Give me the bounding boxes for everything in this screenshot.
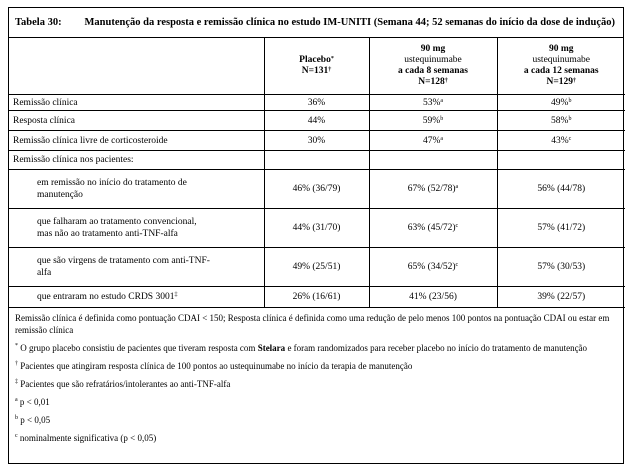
row-label: que são virgens de tratamento com anti-TNF- alfa xyxy=(9,248,264,287)
table-title: Manutenção da resposta e remissão clínica no estudo IM-UNITI (Semana 44; 52 semanas do início da dose de indução) xyxy=(84,17,615,28)
header-q12w: 90 mg ustequinumabe a cada 12 semanas N=129† xyxy=(497,38,625,95)
table-row xyxy=(9,95,625,111)
row-label: Resposta clínica xyxy=(9,111,264,131)
header-placebo: Placebo* N=131† xyxy=(264,38,369,95)
header-empty-cell xyxy=(9,38,264,95)
cell-q8w: 65% $(34/52)^c$ xyxy=(369,248,497,287)
cell-q12w: 56% (44/78) xyxy=(497,170,625,209)
cell-placebo: 30% xyxy=(264,131,369,151)
cell-placebo: 44% (31/70) xyxy=(264,209,369,248)
cell-q8w: 63% $(45/72)^c$ xyxy=(369,209,497,248)
cell-placebo: 44% xyxy=(264,111,369,131)
footnote: ‡ Pacientes que são refratários/intolerantes ao anti-TNF-alfa xyxy=(15,379,231,389)
cell-placebo: 46% (36/79) xyxy=(264,170,369,209)
table-number: Tabela 30: xyxy=(15,17,62,28)
document-table-frame xyxy=(8,7,624,464)
cell-empty xyxy=(369,151,497,170)
table-row xyxy=(9,151,625,170)
footnote: $^a$ p < 0,01 xyxy=(15,397,50,407)
cell-q12w: 57% (41/72) xyxy=(497,209,625,248)
cell-placebo: 36% xyxy=(264,95,369,111)
cell-empty xyxy=(497,151,625,170)
cell-q8w: 53%$^a$ xyxy=(369,95,497,111)
cell-empty xyxy=(264,151,369,170)
table-row xyxy=(9,209,625,248)
footnote: $^c$ nominalmente significativa (p < 0,05) xyxy=(15,433,157,443)
cell-q12w: 43%$^c$ xyxy=(497,131,625,151)
table-row xyxy=(9,287,625,308)
cell-q8w: 67% $(52/78)^a$ xyxy=(369,170,497,209)
footnote: $^b$ p < 0,05 xyxy=(15,415,51,425)
cell-q12w: 39% (22/57) xyxy=(497,287,625,308)
row-label: em remissão no início do tratamento de manutenção xyxy=(9,170,264,209)
cell-q8w: 47%$^a$ xyxy=(369,131,497,151)
row-label: Remissão clínica livre de corticosteroide xyxy=(9,131,264,151)
cell-q12w: 58%$^b$ xyxy=(497,111,625,131)
row-label: que falharam ao tratamento convencional, mas não ao tratamento anti-TNF-alfa xyxy=(9,209,264,248)
cell-q12w: 57% (30/53) xyxy=(497,248,625,287)
table-row xyxy=(9,111,625,131)
table-title-row xyxy=(9,8,623,38)
row-label: Remissão clínica nos pacientes: xyxy=(9,151,264,170)
cell-placebo: 49% (25/51) xyxy=(264,248,369,287)
results-table xyxy=(9,38,625,308)
footnote: Remissão clínica é definida como pontuação CDAI < 150; Resposta clínica é definida como uma redução de pelo menos 100 pontos na pontuação CDAI ou estar em remissão clínica xyxy=(15,313,610,335)
row-label: que entraram no estudo CRDS 3001‡ xyxy=(9,287,264,308)
table-row xyxy=(9,170,625,209)
footnote: † Pacientes que atingiram resposta clínica de 100 pontos ao ustequinumabe no início da terapia de manutenção xyxy=(15,361,413,371)
footnotes xyxy=(9,308,623,454)
cell-placebo: 26% (16/61) xyxy=(264,287,369,308)
header-q8w: 90 mg ustequinumabe a cada 8 semanas N=128† xyxy=(369,38,497,95)
table-row xyxy=(9,248,625,287)
row-label: Remissão clínica xyxy=(9,95,264,111)
header-row xyxy=(9,38,625,95)
footnote: * O grupo placebo consistiu de pacientes que tiveram resposta com Stelara e foram randomizados para receber placebo no início do tratamento de manutenção xyxy=(15,343,588,353)
table-row xyxy=(9,131,625,151)
cell-q8w: 41% (23/56) xyxy=(369,287,497,308)
cell-q8w: 59%$^b$ xyxy=(369,111,497,131)
cell-q12w: 49%$^b$ xyxy=(497,95,625,111)
